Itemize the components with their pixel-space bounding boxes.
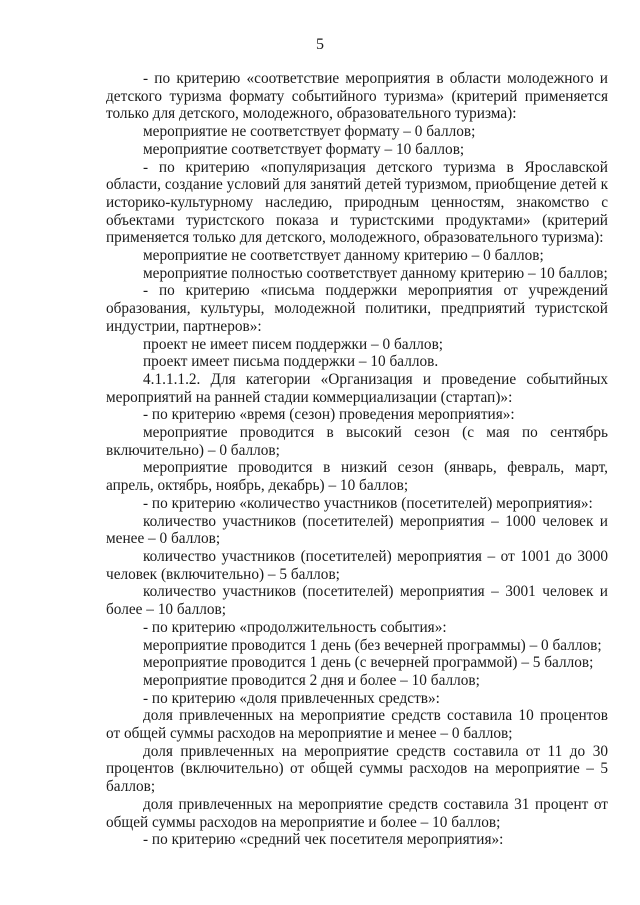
score-line: проект имеет письма поддержки – 10 баллов. (143, 353, 439, 371)
score-line: доля привлеченных на мероприятие средств составила от 11 до 30 процентов (включительно) от общей суммы расходов на мероприятие – 5 баллов; (106, 742, 608, 796)
score-line: доля привлеченных на мероприятие средств составила 10 процентов от общей суммы расходов на мероприятие и менее – 0 баллов; (106, 707, 608, 743)
score-line: мероприятие проводится в высокий сезон (с мая по сентябрь включительно) – 0 баллов; (106, 424, 608, 459)
criterion-paragraph: - по критерию «популяризация детского туризма в Ярославской области, создание условий для занятий детей туризмом, приобщение детей к историко-культурному наследию, природным ценностям, знакомство с объектами туристского показа и туристскими продуктами» (критерий применяется только для детского, молодежного, образовательного туризма): (106, 158, 608, 247)
criterion-paragraph: - по критерию «продолжительность события»: (143, 618, 447, 636)
score-line: доля привлеченных на мероприятие средств составила 31 процент от общей суммы расходов на мероприятие и более – 10 баллов; (106, 795, 608, 831)
score-line: мероприятие соответствует формату – 10 баллов; (143, 140, 465, 158)
score-line: мероприятие не соответствует формату – 0 баллов; (143, 123, 476, 141)
score-line: мероприятие проводится 1 день (с вечерней программой) – 5 баллов; (143, 654, 594, 672)
score-line: мероприятие проводится в низкий сезон (январь, февраль, март, апрель, октябрь, ноябрь, декабрь) – 10 баллов; (106, 459, 608, 495)
score-line: мероприятие полностью соответствует данному критерию – 10 баллов; (143, 264, 608, 282)
score-line: мероприятие проводится 1 день (без вечерней программы) – 0 баллов; (143, 636, 602, 654)
score-line: количество участников (посетителей) мероприятия – 1000 человек и менее – 0 баллов; (106, 512, 608, 548)
document-body (106, 70, 608, 849)
score-line: количество участников (посетителей) мероприятия – от 1001 до 3000 человек (включительно) – 5 баллов; (106, 547, 608, 583)
score-line: проект не имеет писем поддержки – 0 баллов; (143, 335, 444, 353)
criterion-paragraph: - по критерию «доля привлеченных средств»: (143, 689, 440, 707)
score-line: количество участников (посетителей) мероприятия – 3001 человек и более – 10 баллов; (106, 583, 608, 619)
score-line: мероприятие проводится 2 дня и более – 10 баллов; (143, 671, 480, 689)
score-line: мероприятие не соответствует данному критерию – 0 баллов; (143, 247, 544, 265)
section-heading-paragraph: 4.1.1.1.2. Для категории «Организация и проведение событийных мероприятий на ранней стадии коммерциализации (стартап)»: (106, 370, 608, 406)
criterion-paragraph: - по критерию «соответствие мероприятия в области молодежного и детского туризма формату событийного туризма» (критерий применяется только для детского, молодежного, образовательного туризма): (106, 70, 608, 123)
criterion-paragraph: - по критерию «письма поддержки мероприятия от учреждений образования, культуры, молодежной политики, предприятий туристской индустрии, партнеров»: (106, 282, 608, 335)
criterion-paragraph: - по критерию «время (сезон) проведения мероприятия»: (143, 406, 515, 424)
page-number: 5 (316, 36, 324, 53)
criterion-paragraph: - по критерию «средний чек посетителя мероприятия»: (143, 831, 504, 849)
criterion-paragraph: - по критерию «количество участников (посетителей) мероприятия»: (143, 494, 593, 512)
